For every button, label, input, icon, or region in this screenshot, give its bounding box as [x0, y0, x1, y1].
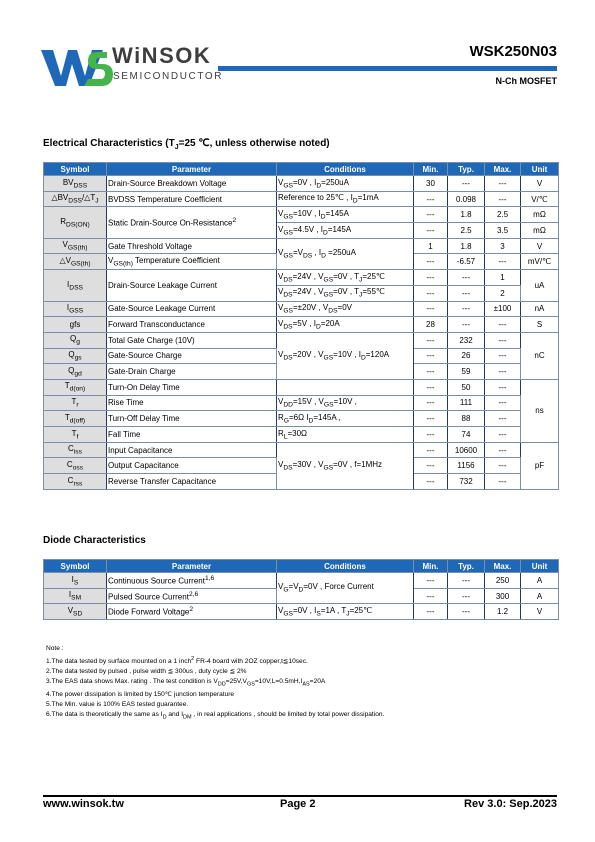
symbol-cell: $I_{SM}$ [44, 588, 107, 604]
symbol-cell: $Q_{gd}$ [44, 364, 107, 380]
brand-name: WiNSOK [112, 43, 212, 68]
unit-cell: V/℃ [521, 191, 559, 207]
min-cell: --- [414, 442, 448, 458]
header-cell: Parameter [107, 163, 277, 176]
conditions-cell: $R_G=6\Omega$ $I_D=145A$ , [277, 411, 414, 427]
max-cell: --- [485, 332, 521, 348]
header-cell: Max. [485, 163, 521, 176]
max-cell: --- [485, 191, 521, 207]
typ-cell: 111 [448, 395, 485, 411]
min-cell: --- [414, 588, 448, 604]
diode-characteristics-title: Diode Characteristics [43, 535, 146, 546]
elec-title-post: =25 ℃, unless otherwise noted) [178, 138, 330, 149]
min-cell: --- [414, 458, 448, 474]
min-cell: --- [414, 191, 448, 207]
max-cell: 250 [485, 573, 521, 589]
max-cell: --- [485, 458, 521, 474]
header-cell: Unit [521, 163, 559, 176]
symbol-cell: $I_S$ [44, 573, 107, 589]
conditions-cell: $V_{GS}=\pm 20V$ , $V_{DS}=0V$ [277, 301, 414, 317]
symbol-cell: $Q_g$ [44, 332, 107, 348]
symbol-cell: $C_{rss}$ [44, 474, 107, 490]
min-cell: --- [414, 207, 448, 223]
unit-cell: nC [521, 332, 559, 379]
header-cell: Typ. [448, 163, 485, 176]
min-cell: --- [414, 223, 448, 239]
parameter-cell: Reverse Transfer Capacitance [107, 474, 277, 490]
typ-cell: 88 [448, 411, 485, 427]
header-cell: Max. [485, 560, 521, 573]
table-row [44, 207, 559, 223]
conditions-cell: $V_{GS}=V_{DS}$ , $I_D =250uA$ [277, 238, 414, 269]
footer-revision: Rev 3.0: Sep.2023 [464, 798, 557, 810]
symbol-cell: gfs [44, 317, 107, 333]
max-cell: 3.5 [485, 223, 521, 239]
note-line: Note : [46, 645, 64, 652]
min-cell: 1 [414, 238, 448, 254]
typ-cell: --- [448, 270, 485, 286]
parameter-cell: Drain-Source Leakage Current [107, 270, 277, 301]
note-line: 3.The EAS data shows Max. rating . The test condition is $V_{DD}=25V,V_{GS}=10V,L=0.5mH,I_{AS}=20A$ [46, 678, 326, 688]
max-cell: 300 [485, 588, 521, 604]
parameter-cell: Drain-Source Breakdown Voltage [107, 176, 277, 192]
min-cell: 30 [414, 176, 448, 192]
table-row [44, 411, 559, 427]
symbol-cell: $R_{DS(ON)}$ [44, 207, 107, 238]
max-cell: --- [485, 395, 521, 411]
footer-page-number: Page 2 [280, 798, 316, 810]
max-cell: --- [485, 317, 521, 333]
typ-cell: -6.57 [448, 254, 485, 270]
elec-title-pre: Electrical Characteristics (T [43, 138, 175, 149]
header-cell: Conditions [277, 163, 414, 176]
min-cell: --- [414, 427, 448, 443]
conditions-cell: $V_{GS}=0V$ , $I_S=1A$ , $T_J=25℃$ [277, 604, 414, 620]
max-cell: --- [485, 254, 521, 270]
conditions-cell [277, 379, 414, 395]
typ-cell: 732 [448, 474, 485, 490]
min-cell: --- [414, 254, 448, 270]
part-type: N-Ch MOSFET [495, 76, 557, 86]
header-cell: Typ. [448, 560, 485, 573]
symbol-cell: $Q_{gs}$ [44, 348, 107, 364]
symbol-cell: $I_{DSS}$ [44, 270, 107, 301]
table-header-row [44, 163, 559, 176]
symbol-cell: $C_{oss}$ [44, 458, 107, 474]
typ-cell: --- [448, 176, 485, 192]
typ-cell: 1156 [448, 458, 485, 474]
conditions-cell: $V_{GS}=0V$ , $I_D=250uA$ [277, 176, 414, 192]
table-row [44, 604, 559, 620]
page-header [0, 0, 595, 100]
table-row [44, 379, 559, 395]
symbol-cell: $C_{iss}$ [44, 442, 107, 458]
header-cell: Min. [414, 560, 448, 573]
table-header-row [44, 560, 559, 573]
symbol-cell: $T_f$ [44, 427, 107, 443]
conditions-cell: $V_{DS}=24V$ , $V_{GS}=0V$ , $T_J=55℃$ [277, 285, 414, 301]
typ-cell: 2.5 [448, 223, 485, 239]
symbol-cell: $T_{d(on)}$ [44, 379, 107, 395]
conditions-cell: $V_{DD}=15V$ , $V_{GS}=10V$ , [277, 395, 414, 411]
table-row [44, 395, 559, 411]
max-cell: 1.2 [485, 604, 521, 620]
typ-cell: --- [448, 588, 485, 604]
parameter-cell: Forward Transconductance [107, 317, 277, 333]
typ-cell: 232 [448, 332, 485, 348]
footer-divider [43, 795, 557, 797]
max-cell: --- [485, 176, 521, 192]
conditions-cell: $V_{DS}=5V$ , $I_D=20A$ [277, 317, 414, 333]
note-line: 5.The Min. value is 100% EAS tested guarantee. [46, 700, 189, 708]
typ-cell: 74 [448, 427, 485, 443]
header-cell: Symbol [44, 163, 107, 176]
symbol-cell: $T_{d(off)}$ [44, 411, 107, 427]
symbol-cell: $T_r$ [44, 395, 107, 411]
min-cell: --- [414, 604, 448, 620]
parameter-cell: Turn-On Delay Time [107, 379, 277, 395]
header-cell: Parameter [107, 560, 277, 573]
unit-cell: V [521, 604, 559, 620]
header-cell: Min. [414, 163, 448, 176]
max-cell: 1 [485, 270, 521, 286]
note-line: 2.The data tested by pulsed , pulse width ≦ 300us , duty cycle ≦ 2% [46, 668, 247, 676]
symbol-cell: $V_{SD}$ [44, 604, 107, 620]
symbol-cell: $BV_{DSS}$ [44, 176, 107, 192]
table-row [44, 427, 559, 443]
max-cell: 3 [485, 238, 521, 254]
symbol-cell: $I_{GSS}$ [44, 301, 107, 317]
parameter-cell: Fall Time [107, 427, 277, 443]
table-row [44, 191, 559, 207]
max-cell: --- [485, 442, 521, 458]
min-cell: --- [414, 332, 448, 348]
max-cell: --- [485, 348, 521, 364]
table-row [44, 238, 559, 254]
conditions-cell: $V_{GS}=4.5V$ , $I_D=145A$ [277, 223, 414, 239]
unit-cell: pF [521, 442, 559, 489]
parameter-cell: Rise Time [107, 395, 277, 411]
brand-subtitle: SEMICONDUCTOR [113, 71, 224, 82]
unit-cell: mV/℃ [521, 254, 559, 270]
table-row [44, 442, 559, 458]
parameter-cell: $V_{GS(th)}$ Temperature Coefficient [107, 254, 277, 270]
typ-cell: --- [448, 301, 485, 317]
max-cell: --- [485, 474, 521, 490]
unit-cell: ns [521, 379, 559, 442]
electrical-characteristics-title [43, 138, 330, 151]
table-row [44, 317, 559, 333]
note-line: 4.The power dissipation is limited by 150℃ junction temperature [46, 690, 235, 698]
unit-cell: mΩ [521, 207, 559, 223]
min-cell: --- [414, 395, 448, 411]
unit-cell: mΩ [521, 223, 559, 239]
unit-cell: A [521, 588, 559, 604]
table-row [44, 301, 559, 317]
min-cell: --- [414, 348, 448, 364]
note-line: 6.The data is theoretically the same as $I_D$ and $I_{DM}$ , in real applications , should be limited by total power dissipation. [46, 710, 385, 720]
notes-block [46, 644, 384, 722]
header-cell: Unit [521, 560, 559, 573]
typ-cell: 10600 [448, 442, 485, 458]
table-row [44, 332, 559, 348]
min-cell: --- [414, 364, 448, 380]
conditions-cell: $V_{GS}=10V$ , $I_D=145A$ [277, 207, 414, 223]
typ-cell: --- [448, 285, 485, 301]
typ-cell: 0.098 [448, 191, 485, 207]
unit-cell: V [521, 176, 559, 192]
conditions-cell: Reference to 25℃ , $I_D=1mA$ [277, 191, 414, 207]
unit-cell: nA [521, 301, 559, 317]
symbol-cell: $\triangle V_{GS(th)}$ [44, 254, 107, 270]
parameter-cell: Gate-Source Leakage Current [107, 301, 277, 317]
part-number: WSK250N03 [469, 43, 557, 60]
min-cell: --- [414, 474, 448, 490]
header-cell: Symbol [44, 560, 107, 573]
parameter-cell: BVDSS Temperature Coefficient [107, 191, 277, 207]
conditions-cell: $R_L=30\Omega$ [277, 427, 414, 443]
table-row [44, 573, 559, 589]
electrical-characteristics-table [43, 162, 559, 490]
parameter-cell: Output Capacitance [107, 458, 277, 474]
header-accent-bar [218, 66, 557, 71]
unit-cell: A [521, 573, 559, 589]
max-cell: 2.5 [485, 207, 521, 223]
max-cell: --- [485, 379, 521, 395]
table-row [44, 270, 559, 286]
table-row [44, 176, 559, 192]
unit-cell: uA [521, 270, 559, 301]
typ-cell: 26 [448, 348, 485, 364]
note-line: 1.The data tested by surface mounted on a 1 inch$^2$ FR-4 board with 2OZ copper,t≦10sec. [46, 656, 308, 666]
max-cell: --- [485, 364, 521, 380]
conditions-cell: $V_{DS}=24V$ , $V_{GS}=0V$ , $T_J=25℃$ [277, 270, 414, 286]
conditions-cell: $V_G=V_D=0V$ , Force Current [277, 573, 414, 604]
min-cell: 28 [414, 317, 448, 333]
typ-cell: 50 [448, 379, 485, 395]
parameter-cell: Diode Forward Voltage$^2$ [107, 604, 277, 620]
parameter-cell: Pulsed Source Current$^{2,6}$ [107, 588, 277, 604]
parameter-cell: Gate-Source Charge [107, 348, 277, 364]
parameter-cell: Static Drain-Source On-Resistance$^2$ [107, 207, 277, 238]
typ-cell: --- [448, 317, 485, 333]
typ-cell: --- [448, 573, 485, 589]
max-cell: 2 [485, 285, 521, 301]
max-cell: --- [485, 411, 521, 427]
conditions-cell: $V_{DS}=20V$ , $V_{GS}=10V$ , $I_D=120A$ [277, 332, 414, 379]
min-cell: --- [414, 411, 448, 427]
conditions-cell: $V_{DS}=30V$ , $V_{GS}=0V$ , f=1MHz [277, 442, 414, 489]
parameter-cell: Continuous Source Current$^{1,6}$ [107, 573, 277, 589]
typ-cell: --- [448, 604, 485, 620]
elec-title-sub: J [174, 144, 179, 151]
min-cell: --- [414, 285, 448, 301]
footer-website[interactable]: www.winsok.tw [43, 798, 124, 810]
max-cell: --- [485, 427, 521, 443]
min-cell: --- [414, 379, 448, 395]
symbol-cell: $V_{GS(th)}$ [44, 238, 107, 254]
typ-cell: 59 [448, 364, 485, 380]
header-cell: Conditions [277, 560, 414, 573]
min-cell: --- [414, 573, 448, 589]
min-cell: --- [414, 301, 448, 317]
typ-cell: 1.8 [448, 207, 485, 223]
parameter-cell: Input Capacitance [107, 442, 277, 458]
unit-cell: S [521, 317, 559, 333]
parameter-cell: Gate Threshold Voltage [107, 238, 277, 254]
symbol-cell: $\triangle BV_{DSS}/\triangle T_J$ [44, 191, 107, 207]
unit-cell: V [521, 238, 559, 254]
parameter-cell: Turn-Off Delay Time [107, 411, 277, 427]
typ-cell: 1.8 [448, 238, 485, 254]
min-cell: --- [414, 270, 448, 286]
max-cell: ±100 [485, 301, 521, 317]
diode-characteristics-table [43, 559, 559, 620]
parameter-cell: Total Gate Charge (10V) [107, 332, 277, 348]
parameter-cell: Gate-Drain Charge [107, 364, 277, 380]
